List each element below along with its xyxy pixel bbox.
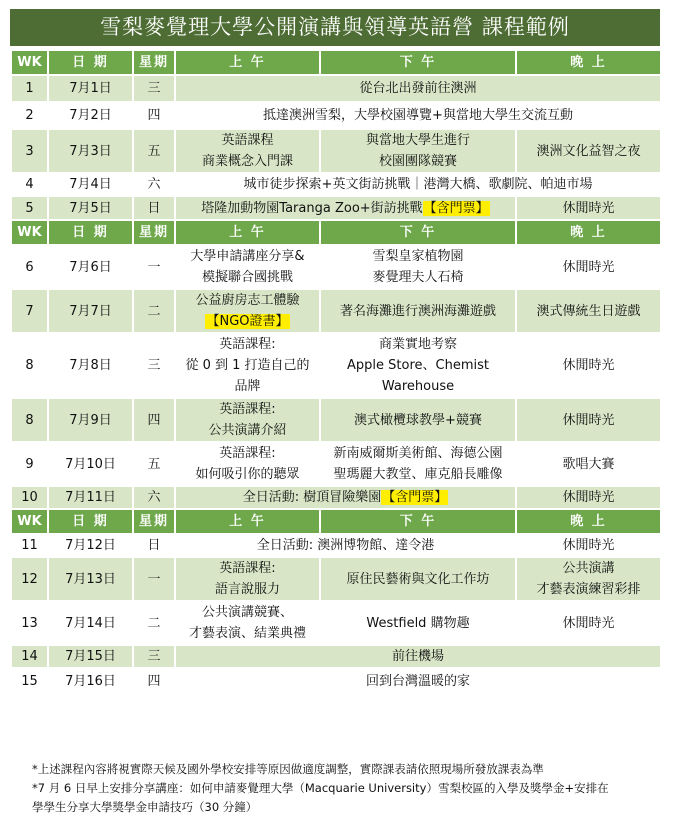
date-cell: 7月3日 <box>48 129 133 173</box>
day-activity <box>175 534 516 557</box>
date-cell: 7月7日 <box>48 289 133 333</box>
cell-line: 語言說服力 <box>214 582 280 597</box>
cell-line: 英語課程: <box>219 561 276 576</box>
footnote: *上述課程內容將視實際天候及國外學校安排等原因做適度調整，實際課表請依照現場所發放課表為準 <box>32 762 544 776</box>
date-cell: 7月1日 <box>48 75 133 102</box>
afternoon-cell <box>320 333 516 398</box>
afternoon-header: 下 午 <box>320 220 516 245</box>
table-row <box>11 196 661 220</box>
cell-line: 麥覺理夫人石椅 <box>372 270 464 285</box>
evening-cell: 休閒時光 <box>516 398 661 442</box>
morning-cell <box>175 289 320 333</box>
cell-line: 新南威爾斯美術館、海德公園 <box>333 446 503 461</box>
table-row <box>11 534 661 557</box>
cell-line: 公共演講競賽、 <box>201 605 293 620</box>
date-cell: 7月9日 <box>48 398 133 442</box>
date-cell: 7月12日 <box>48 534 133 557</box>
weekday-cell: 四 <box>133 398 175 442</box>
evening-cell: 休閒時光 <box>516 601 661 645</box>
morning-cell <box>175 398 320 442</box>
cell-line: 公共演講介紹 <box>208 423 287 438</box>
date-cell: 7月16日 <box>48 668 133 694</box>
cell-line: 大學申請講座分享& <box>190 249 305 264</box>
date-cell: 7月5日 <box>48 196 133 220</box>
weekday-cell: 一 <box>133 245 175 289</box>
cell-line: 品牌 <box>234 379 261 394</box>
wk-cell: 10 <box>11 486 48 509</box>
weekday-cell: 日 <box>133 534 175 557</box>
date-cell: 7月13日 <box>48 557 133 601</box>
cell-line: 雪梨皇家植物園 <box>372 249 464 264</box>
afternoon-cell <box>320 601 516 645</box>
footnotes <box>32 760 652 817</box>
footnote: *7 月 6 日早上安排分享講座：如何申請麥覺理大學（Macquarie University）雪梨校區的入學及獎學金+安排在 <box>32 781 609 795</box>
evening-header: 晚 上 <box>516 220 661 245</box>
evening-cell: 休閒時光 <box>516 333 661 398</box>
full-day-activity: 抵達澳洲雪梨，大學校園導覽+與當地大學生交流互動 <box>175 102 661 129</box>
weekday-cell: 四 <box>133 102 175 129</box>
wk-cell: 14 <box>11 645 48 668</box>
full-day-activity: 從台北出發前往澳洲 <box>175 75 661 102</box>
morning-cell <box>175 129 320 173</box>
cell-line: 澳式橄欖球教學+競賽 <box>354 412 482 428</box>
day-header: 星期 <box>133 509 175 534</box>
date-header: 日 期 <box>48 509 133 534</box>
day-header: 星期 <box>133 50 175 75</box>
cell-line: 與當地大學生進行 <box>365 133 470 148</box>
activity-text: 塔隆加動物園Taranga Zoo+街訪挑戰 <box>201 200 423 216</box>
ticket-badge: 【含門票】 <box>423 200 489 216</box>
weekday-cell: 一 <box>133 557 175 601</box>
date-cell: 7月8日 <box>48 333 133 398</box>
date-cell: 7月11日 <box>48 486 133 509</box>
table-header-row <box>11 220 661 245</box>
ticket-badge: 【NGO證書】 <box>206 314 289 329</box>
morning-cell <box>175 245 320 289</box>
wk-cell: 8 <box>11 333 48 398</box>
table-row <box>11 333 661 398</box>
cell-line: Westfield 購物趣 <box>366 615 470 631</box>
weekday-cell: 日 <box>133 196 175 220</box>
wk-cell: 8 <box>11 398 48 442</box>
schedule-table <box>10 49 662 695</box>
evening-cell: 歌唱大賽 <box>516 442 661 486</box>
weekday-cell: 六 <box>133 486 175 509</box>
weekday-cell: 二 <box>133 601 175 645</box>
page-title: 雪梨麥覺理大學公開演講與領導英語營 課程範例 <box>10 9 660 46</box>
wk-cell: 11 <box>11 534 48 557</box>
weekday-cell: 二 <box>133 289 175 333</box>
wk-cell: 15 <box>11 668 48 694</box>
cell-line: 商業實地考察 <box>378 337 457 352</box>
table-row <box>11 289 661 333</box>
wk-cell: 12 <box>11 557 48 601</box>
table-header-row <box>11 509 661 534</box>
weekday-cell: 四 <box>133 668 175 694</box>
cell-line: 著名海灘進行澳洲海灘遊戲 <box>339 303 496 319</box>
wk-cell: 2 <box>11 102 48 129</box>
table-row <box>11 129 661 173</box>
cell-line: 原住民藝術與文化工作坊 <box>346 571 490 587</box>
day-header: 星期 <box>133 220 175 245</box>
evening-cell: 休閒時光 <box>516 534 661 557</box>
evening-cell: 澳式傳統生日遊戲 <box>516 289 661 333</box>
cell-line: Apple Store、Chemist <box>347 358 489 373</box>
table-row <box>11 398 661 442</box>
date-cell: 7月6日 <box>48 245 133 289</box>
wk-cell: 3 <box>11 129 48 173</box>
cell-line: Warehouse <box>381 379 455 394</box>
wk-cell: 13 <box>11 601 48 645</box>
cell-line: 英語課程: <box>219 446 276 461</box>
weekday-cell: 五 <box>133 442 175 486</box>
weekday-cell: 三 <box>133 645 175 668</box>
afternoon-cell <box>320 398 516 442</box>
table-row <box>11 75 661 102</box>
table-row <box>11 601 661 645</box>
cell-line: 英語課程 <box>221 133 274 148</box>
wk-header: WK <box>11 50 48 75</box>
cell-line: 聖瑪麗大教堂、庫克船長雕像 <box>333 467 503 482</box>
cell-line: 校園團隊競賽 <box>378 154 457 169</box>
morning-header: 上 午 <box>175 220 320 245</box>
afternoon-cell <box>320 245 516 289</box>
evening-cell: 休閒時光 <box>516 245 661 289</box>
table-row <box>11 557 661 601</box>
morning-cell <box>175 557 320 601</box>
table-row <box>11 442 661 486</box>
wk-header: WK <box>11 509 48 534</box>
evening-cell: 休閒時光 <box>516 486 661 509</box>
table-row <box>11 668 661 694</box>
afternoon-header: 下 午 <box>320 50 516 75</box>
table-row <box>11 245 661 289</box>
weekday-cell: 六 <box>133 173 175 196</box>
table-row <box>11 486 661 509</box>
afternoon-cell <box>320 442 516 486</box>
evening-header: 晚 上 <box>516 50 661 75</box>
date-cell: 7月2日 <box>48 102 133 129</box>
date-cell: 7月15日 <box>48 645 133 668</box>
ticket-badge: 【含門票】 <box>382 490 448 505</box>
cell-line: 如何吸引你的聽眾 <box>195 467 300 482</box>
date-cell: 7月4日 <box>48 173 133 196</box>
morning-header: 上 午 <box>175 50 320 75</box>
full-day-activity: 城市徒步探索+英文街訪挑戰｜港灣大橋、歌劇院、帕迪市場 <box>175 173 661 196</box>
weekday-cell: 五 <box>133 129 175 173</box>
full-day-activity: 回到台灣溫暖的家 <box>175 668 661 694</box>
cell-line: 從 0 到 1 打造自己的 <box>185 358 310 373</box>
morning-cell <box>175 442 320 486</box>
full-day-activity: 前往機場 <box>175 645 661 668</box>
morning-cell <box>175 333 320 398</box>
date-header: 日 期 <box>48 50 133 75</box>
weekday-cell: 三 <box>133 333 175 398</box>
cell-line: 英語課程: <box>219 402 276 417</box>
evening-cell: 休閒時光 <box>516 196 661 220</box>
table-header-row <box>11 50 661 75</box>
wk-cell: 4 <box>11 173 48 196</box>
footnote: 學學生分享大學獎學金申請技巧（30 分鐘） <box>32 800 258 814</box>
weekday-cell: 三 <box>133 75 175 102</box>
afternoon-cell <box>320 557 516 601</box>
activity-text: 全日活動: 樹頂冒險樂園 <box>242 490 382 505</box>
day-activity <box>175 486 516 509</box>
morning-header: 上 午 <box>175 509 320 534</box>
table-row <box>11 173 661 196</box>
date-header: 日 期 <box>48 220 133 245</box>
afternoon-cell <box>320 289 516 333</box>
evening-cell <box>516 557 661 601</box>
wk-header: WK <box>11 220 48 245</box>
cell-line: 公益廚房志工體驗 <box>195 293 300 308</box>
schedule-container <box>10 9 660 697</box>
morning-cell <box>175 601 320 645</box>
wk-cell: 7 <box>11 289 48 333</box>
afternoon-cell <box>320 129 516 173</box>
evening-header: 晚 上 <box>516 509 661 534</box>
cell-line: 才藝表演練習彩排 <box>536 582 641 597</box>
wk-cell: 1 <box>11 75 48 102</box>
activity-text: 全日活動: 澳洲博物館、達令港 <box>256 538 435 553</box>
cell-line: 才藝表演、結業典禮 <box>188 626 306 641</box>
date-cell: 7月14日 <box>48 601 133 645</box>
day-activity <box>175 196 516 220</box>
cell-line: 英語課程: <box>219 337 276 352</box>
table-row <box>11 102 661 129</box>
cell-line: 商業概念入門課 <box>201 154 293 169</box>
wk-cell: 5 <box>11 196 48 220</box>
wk-cell: 9 <box>11 442 48 486</box>
evening-cell: 澳洲文化益智之夜 <box>516 129 661 173</box>
wk-cell: 6 <box>11 245 48 289</box>
date-cell: 7月10日 <box>48 442 133 486</box>
afternoon-header: 下 午 <box>320 509 516 534</box>
cell-line: 公共演講 <box>562 561 615 576</box>
cell-line: 模擬聯合國挑戰 <box>201 270 293 285</box>
table-row <box>11 645 661 668</box>
